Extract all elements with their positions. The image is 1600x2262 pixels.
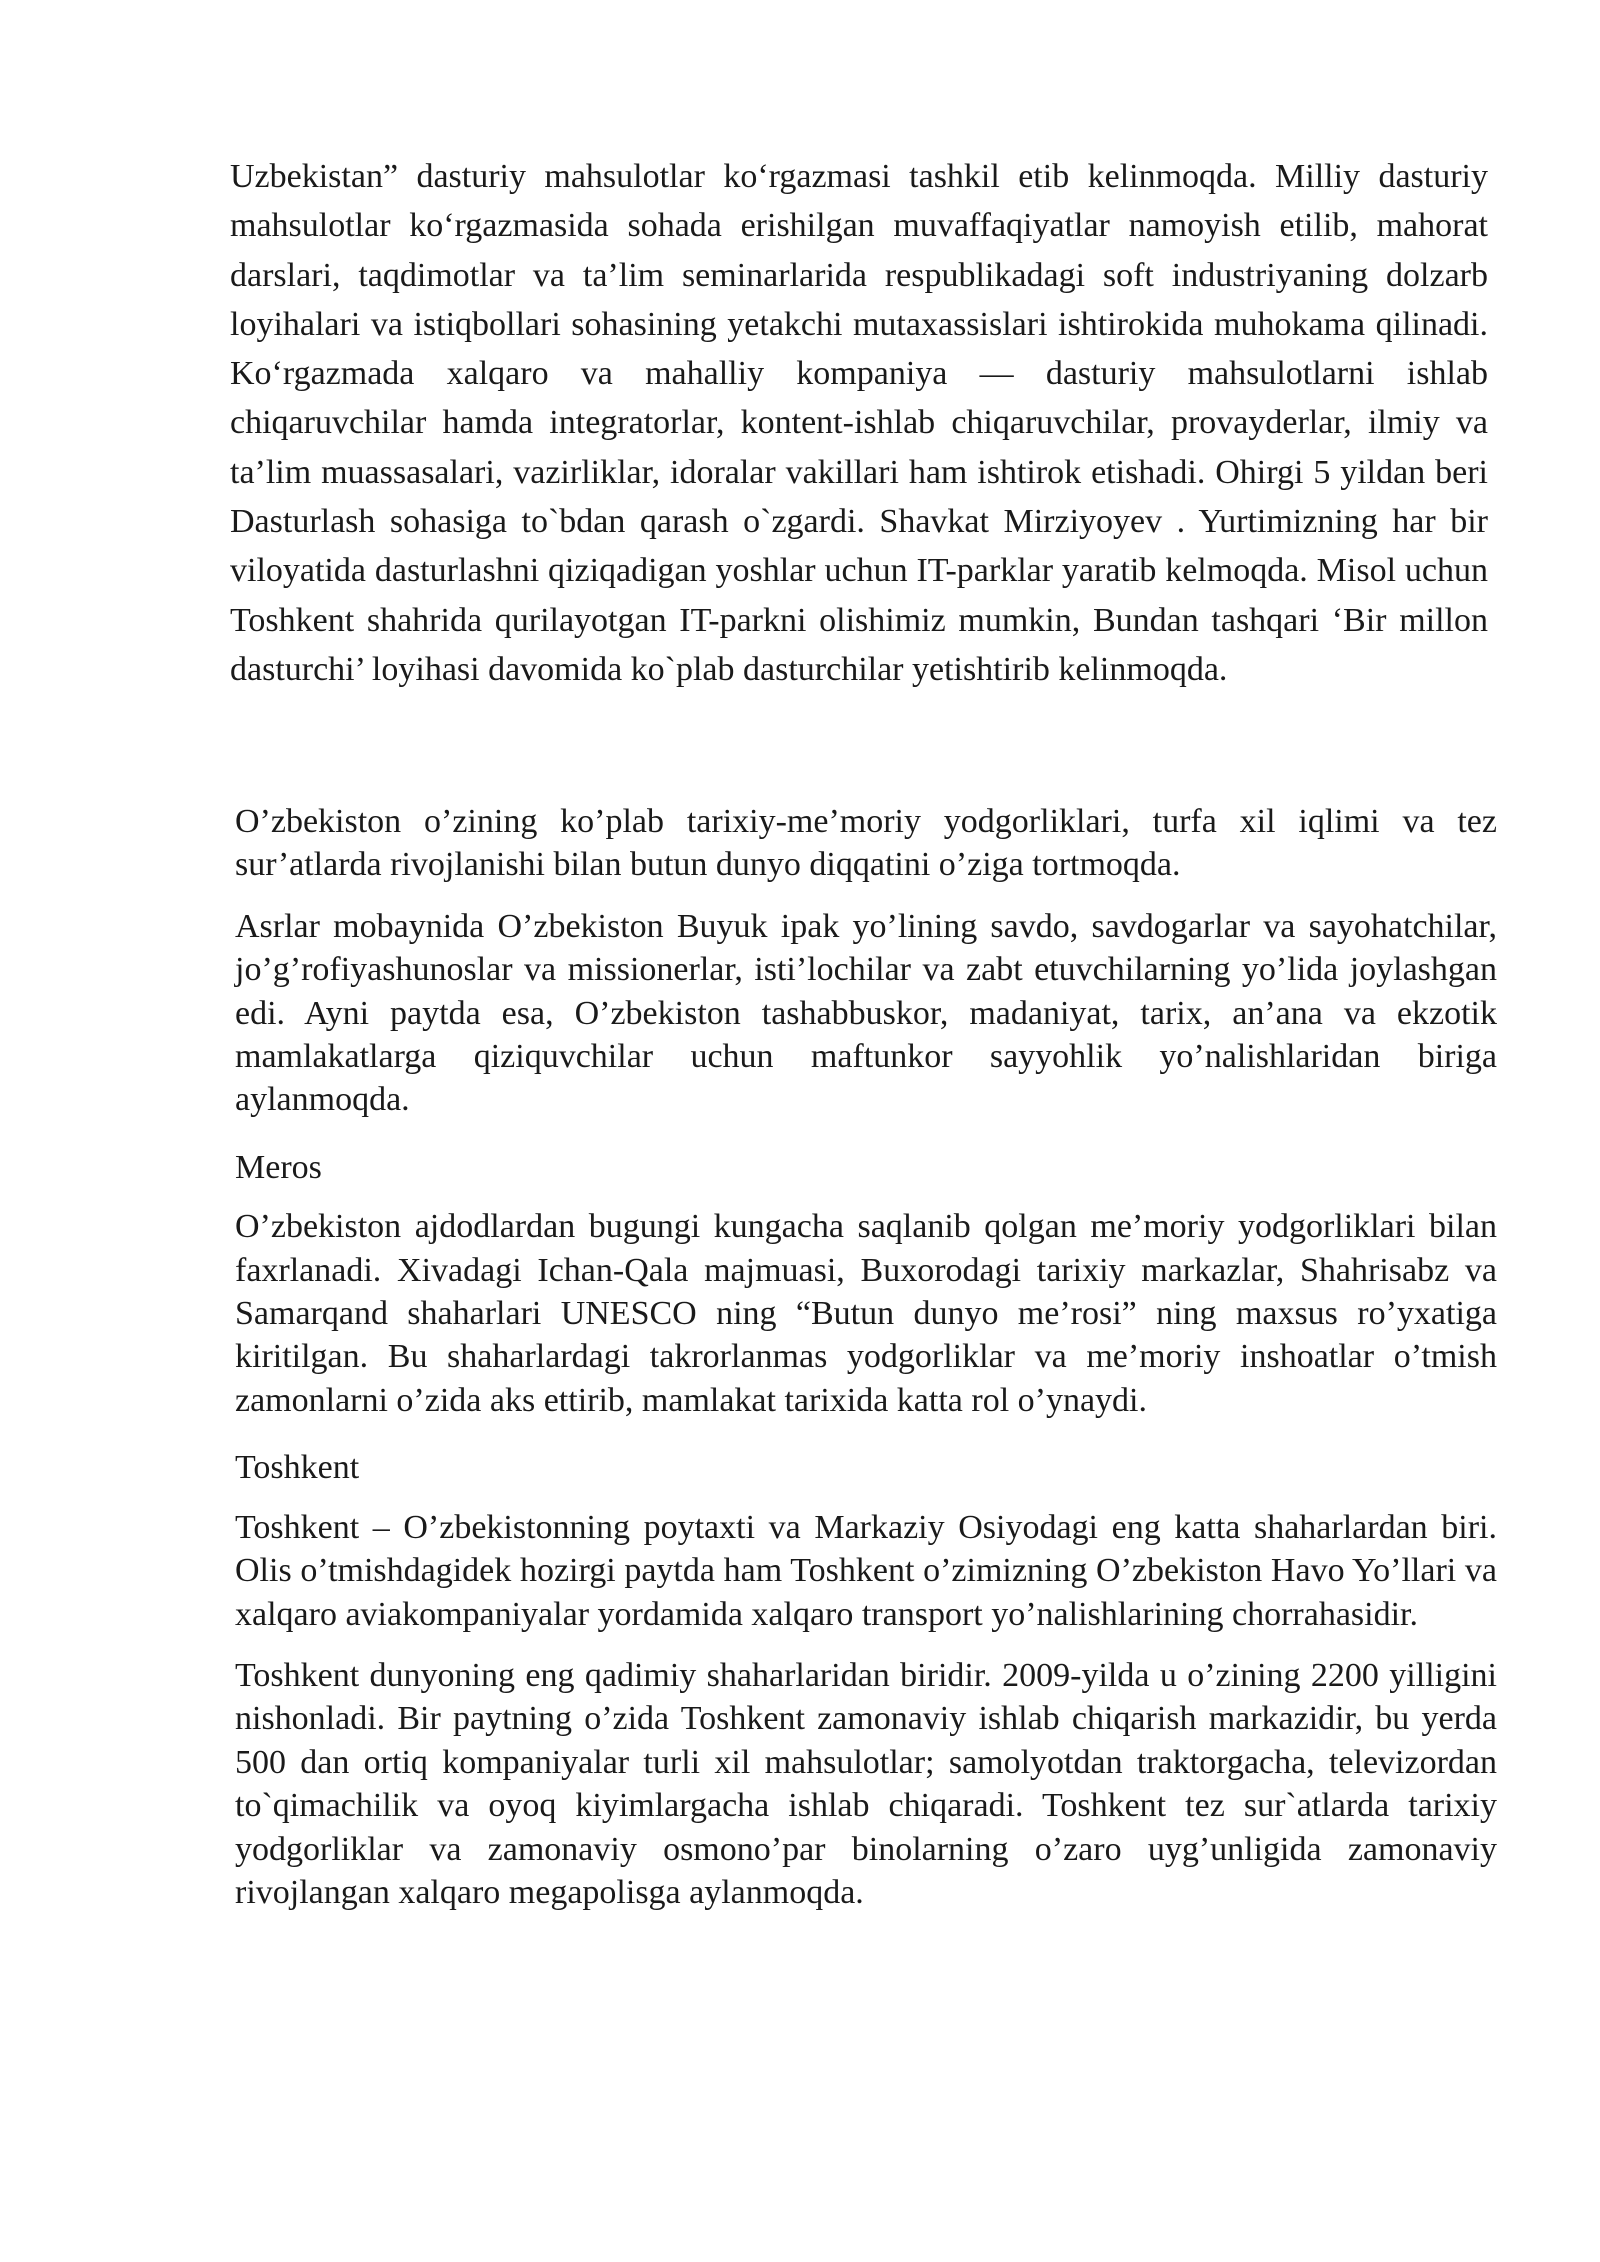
- intro-section: [230, 152, 1488, 694]
- history-paragraph: Asrlar mobaynida O’zbekiston Buyuk ipak yo’lining savdo, savdogarlar va sayohatchilar, jo’g’rofiyashunoslar va missionerlar, isti’lochilar va zabt etuvchilarning yo’lida joylashgan edi. Ayni paytda esa, O’zbekiston tashabbuskor, madaniyat, tarix, an’ana va ekzotik mamlakatlarga qiziquvchilar uchun maftunkor sayyohlik yo’nalishlaridan biriga aylanmoqda.: [235, 907, 1497, 1119]
- heritage-paragraph: O’zbekiston ajdodlardan bugungi kungacha saqlanib qolgan me’moriy yodgorliklari bilan faxrlanadi. Xivadagi Ichan-Qala majmuasi, Buxorodagi tarixiy markazlar, Shahrisabz va Samarqand shaharlari UNESCO ning “Butun dunyo me’rosi” ning maxsus ro’yxatiga kiritilgan. Bu shaharlardagi takrorlanmas yodgorliklar va me’moriy inshoatlar o’tmish zamonlarni o’zida aks ettirib, mamlakat tarixida katta rol o’ynaydi.: [235, 1208, 1497, 1419]
- tashkent-paragraph-1: Toshkent – O’zbekistonning poytaxti va Markaziy Osiyodagi eng katta shaharlardan biri. Olis o’tmishdagidek hozirgi paytda ham Toshkent o’zimizning O’zbekiston Havo Yo’llari va xalqaro aviakompaniyalar yordamida xalqaro transport yo’nalishlarining chorrahasidir.: [235, 1508, 1497, 1633]
- tashkent-paragraph-2: Toshkent dunyoning eng qadimiy shaharlaridan biridir. 2009-yilda u o’zining 2200 yilligini nishonladi. Bir paytning o’zida Toshkent zamonaviy ishlab chiqarish markazidir, bu yerda 500 dan ortiq kompaniyalar turli xil mahsulotlar; samolyotdan traktorgacha, televizordan to`qimachilik va oyoq kiyimlargacha ishlab chiqaradi. Toshkent tez sur`atlarda tarixiy yodgorliklar va zamonaviy osmono’par binolarning o’zaro uyg’unligida zamonaviy rivojlangan xalqaro megapolisga aylanmoqda.: [235, 1656, 1497, 1911]
- heritage-heading: Meros: [235, 1148, 322, 1186]
- uzbekistan-section: [235, 800, 1497, 1914]
- overview-paragraph: O’zbekiston o’zining ko’plab tarixiy-me’moriy yodgorliklari, turfa xil iqlimi va tez sur’atlarda rivojlanishi bilan butun dunyo diqqatini o’ziga tortmoqda.: [235, 803, 1497, 884]
- tashkent-heading: Toshkent: [235, 1449, 360, 1487]
- intro-paragraph: Uzbekistan” dasturiy mahsulotlar ko‘rgazmasi tashkil etib kelinmoqda. Milliy dasturiy mahsulotlar ko‘rgazmasida sohada erishilgan muvaffaqiyatlar namoyish etilib, mahorat darslari, taqdimotlar va ta’lim seminarlarida respublikadagi soft industriyaning dolzarb loyihalari va istiqbollari sohasining yetakchi mutaxassislari ishtirokida muhokama qilinadi. Ko‘rgazmada xalqaro va mahalliy kompaniya — dasturiy mahsulotlarni ishlab chiqaruvchilar hamda integratorlar, kontent-ishlab chiqaruvchilar, provayderlar, ilmiy va ta’lim muassasalari, vazirliklar, idoralar vakillari ham ishtirok etishadi. Ohirgi 5 yildan beri Dasturlash sohasiga to`bdan qarash o`zgardi. Shavkat Mirziyoyev . Yurtimizning har bir viloyatida dasturlashni qiziqadigan yoshlar uchun IT-parklar yaratib kelmoqda. Misol uchun Toshkent shahrida qurilayotgan IT-parkni olishimiz mumkin, Bundan tashqari ‘Bir millon dasturchi’ loyihasi davomida ko`plab dasturchilar yetishtirib kelinmoqda.: [230, 158, 1488, 688]
